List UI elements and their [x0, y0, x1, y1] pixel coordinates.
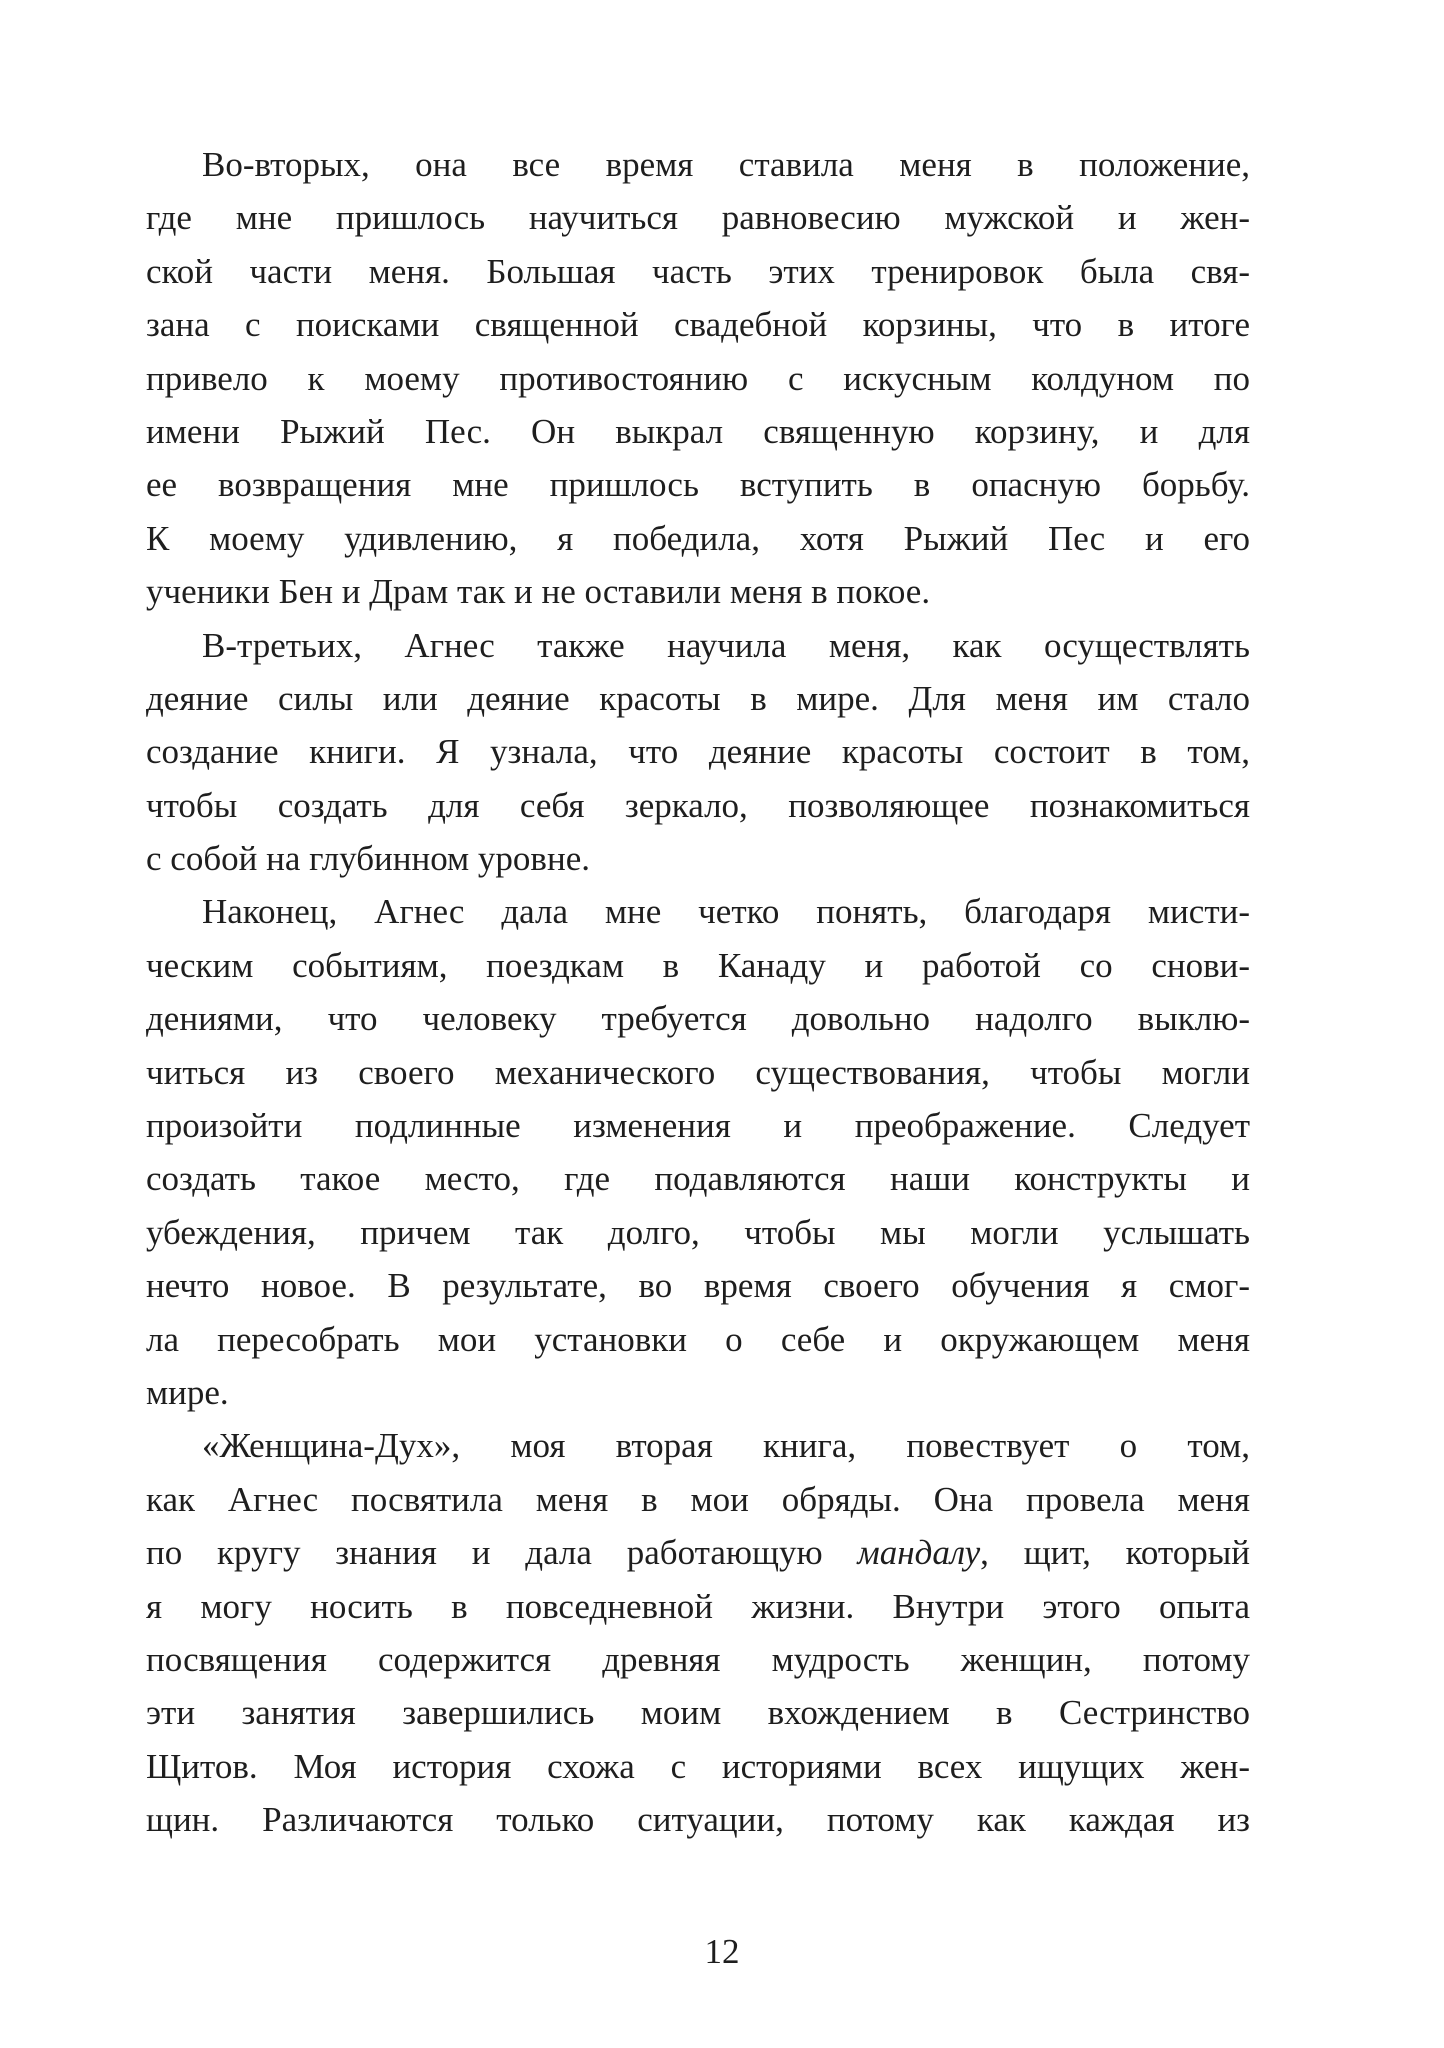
text-line: деяние силы или деяние красоты в мире. Для меня им стало: [146, 678, 1250, 718]
text-line: посвящения содержится древняя мудрость женщин, потому: [146, 1639, 1250, 1679]
text-run: по кругу знания и дала работающую: [146, 1533, 858, 1573]
text-line: читься из своего механического существования, чтобы могли: [146, 1052, 1250, 1092]
text-line: ческим событиям, поездкам в Канаду и работой со снови-: [146, 945, 1250, 985]
text-run: , щит, который: [980, 1533, 1250, 1573]
text-line: с собой на глубинном уровне.: [146, 839, 590, 879]
paragraph: [146, 619, 1250, 886]
text-line: эти занятия завершились моим вхождением в Сестринство: [146, 1693, 1250, 1733]
text-line: Щитов. Моя история схожа с историями всех ищущих жен-: [146, 1746, 1250, 1786]
text-line: убеждения, причем так долго, чтобы мы могли услышать: [146, 1212, 1250, 1252]
paragraph: [146, 885, 1250, 1419]
text-line: дениями, что человеку требуется довольно надолго выклю-: [146, 999, 1250, 1039]
paragraph: [146, 138, 1250, 619]
text-line: имени Рыжий Пес. Он выкрал священную корзину, и для: [146, 411, 1250, 451]
text-line: К моему удивлению, я победила, хотя Рыжий Пес и его: [146, 518, 1250, 558]
text-line: нечто новое. В результате, во время своего обучения я смог-: [146, 1266, 1250, 1306]
text-line: где мне пришлось научиться равновесию мужской и жен-: [146, 198, 1250, 238]
text-line: привело к моему противостоянию с искусным колдуном по: [146, 358, 1250, 398]
body-text: [146, 138, 1250, 1847]
text-line: «Женщина-Дух», моя вторая книга, повествует о том,: [202, 1426, 1250, 1466]
text-line: ской части меня. Большая часть этих тренировок была свя-: [146, 251, 1250, 291]
page-number: 12: [704, 1932, 740, 1971]
text-line: создание книги. Я узнала, что деяние красоты состоит в том,: [146, 732, 1250, 772]
text-line: щин. Различаются только ситуации, потому как каждая из: [146, 1800, 1250, 1840]
text-line: Наконец, Агнес дала мне четко понять, благодаря мисти-: [202, 892, 1250, 932]
text-line: ученики Бен и Драм так и не оставили меня в покое.: [146, 572, 931, 612]
text-line: ее возвращения мне пришлось вступить в опасную борьбу.: [146, 465, 1250, 505]
paragraph: [146, 1419, 1250, 1846]
italic-term: мандалу: [857, 1533, 981, 1573]
text-line: [146, 1526, 1250, 1579]
text-line: В-третьих, Агнес также научила меня, как осуществлять: [202, 625, 1250, 665]
text-line: ла пересобрать мои установки о себе и окружающем меня: [146, 1319, 1250, 1359]
text-line: чтобы создать для себя зеркало, позволяющее познакомиться: [146, 785, 1250, 825]
text-line: я могу носить в повседневной жизни. Внутри этого опыта: [146, 1586, 1250, 1626]
text-line: как Агнес посвятила меня в мои обряды. Она провела меня: [146, 1479, 1250, 1519]
text-line: создать такое место, где подавляются наши конструкты и: [146, 1159, 1250, 1199]
text-line: Во-вторых, она все время ставила меня в положение,: [202, 145, 1250, 184]
text-line: произойти подлинные изменения и преображение. Следует: [146, 1106, 1250, 1146]
text-line: мире.: [146, 1372, 229, 1412]
text-line: зана с поисками священной свадебной корзины, что в итоге: [146, 305, 1250, 345]
